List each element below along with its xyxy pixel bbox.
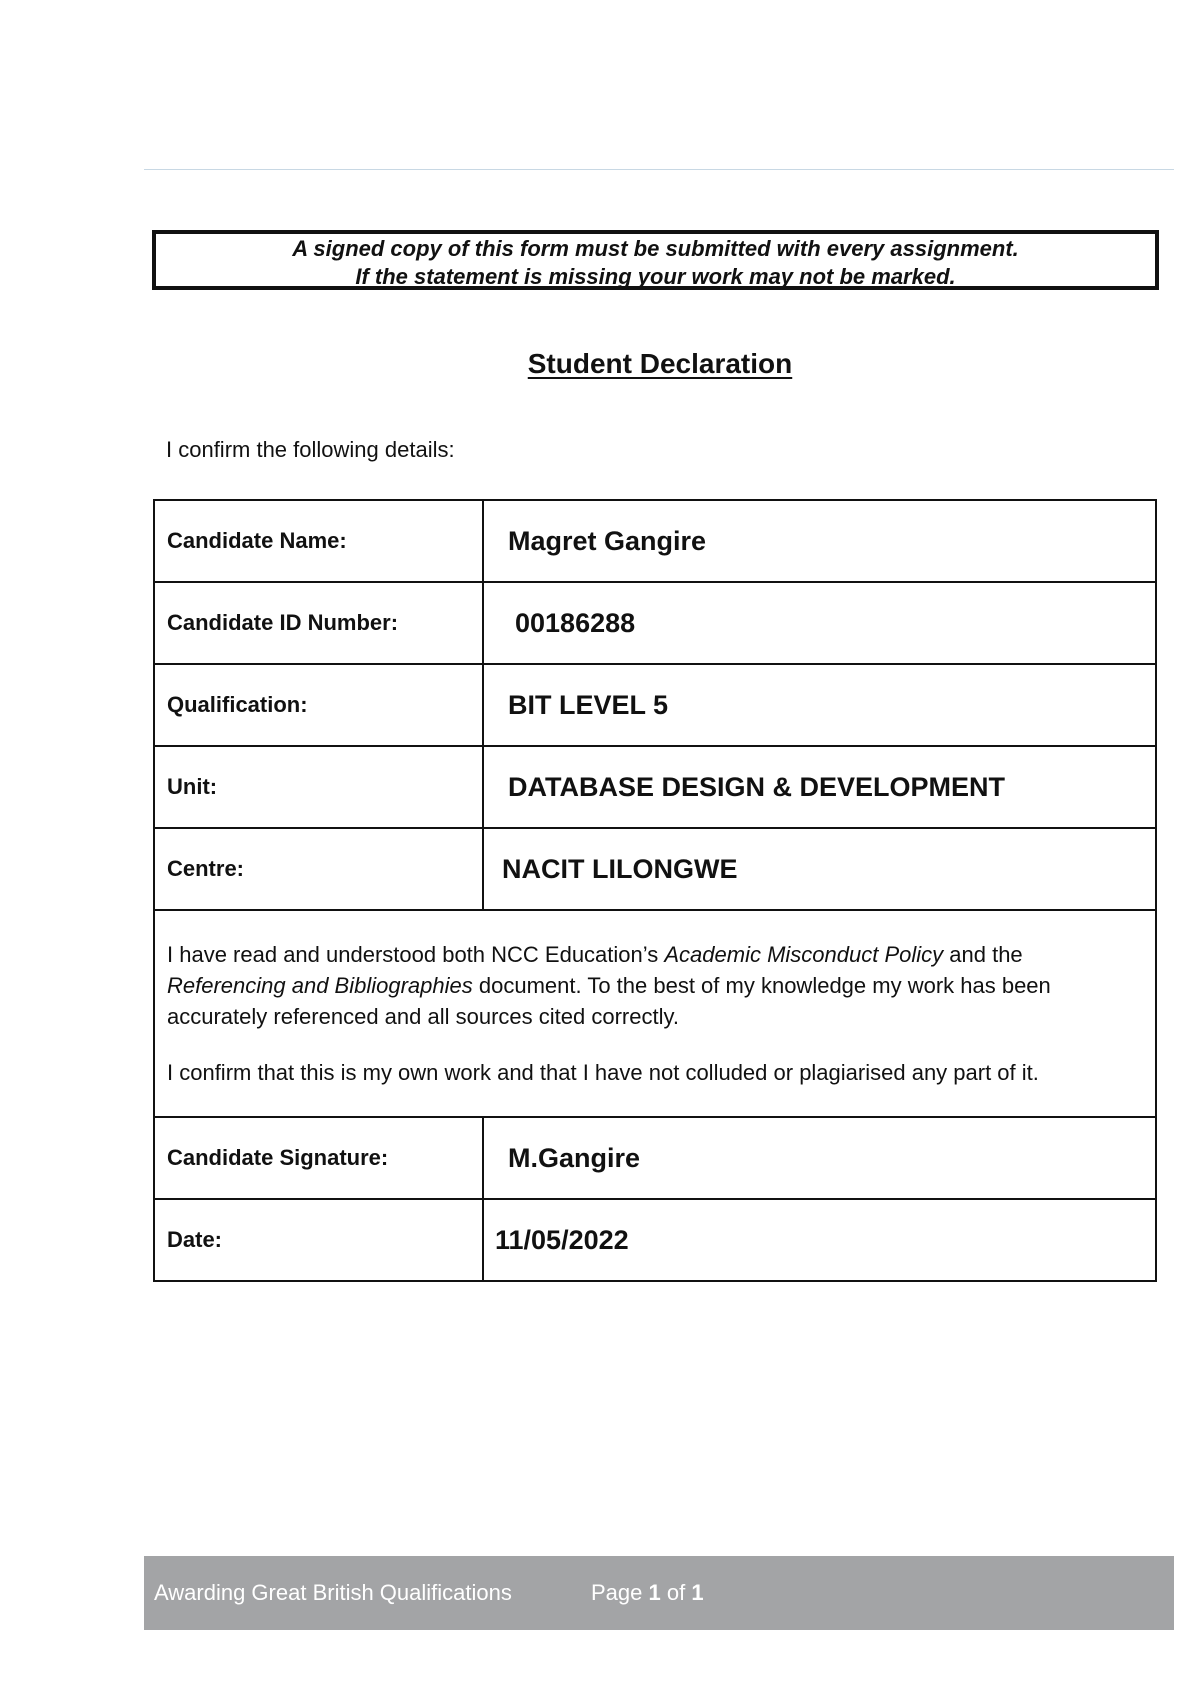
page-of-word: of <box>666 1580 686 1605</box>
statement-text-a: I have read and understood both NCC Education’s <box>167 942 665 967</box>
declaration-statement <box>154 910 1156 1117</box>
row-date <box>154 1199 1156 1281</box>
unit-value: DATABASE DESIGN & DEVELOPMENT <box>483 746 1156 828</box>
candidate-name-label: Candidate Name: <box>154 500 483 582</box>
referencing-doc-title: Referencing and Bibliographies <box>167 973 473 998</box>
row-unit <box>154 746 1156 828</box>
row-centre <box>154 828 1156 910</box>
declaration-table <box>153 499 1157 1282</box>
intro-text: I confirm the following details: <box>166 437 455 462</box>
footer-tagline: Awarding Great British Qualifications <box>154 1580 512 1605</box>
qualification-label: Qualification: <box>154 664 483 746</box>
statement-paragraph-2: I confirm that this is my own work and that I have not colluded or plagiarised any part of it. <box>167 1060 1039 1085</box>
statement-paragraph-1 <box>167 939 1145 1032</box>
signature-label: Candidate Signature: <box>154 1117 483 1199</box>
row-statement <box>154 910 1156 1117</box>
notice-line-1: A signed copy of this form must be submitted with every assignment. <box>292 236 1019 261</box>
signature-value: M.Gangire <box>483 1117 1156 1199</box>
page-footer <box>144 1556 1174 1630</box>
candidate-id-label: Candidate ID Number: <box>154 582 483 664</box>
page-total: 1 <box>691 1580 704 1605</box>
header-divider <box>144 169 1174 170</box>
policy-title: Academic Misconduct Policy <box>664 942 944 967</box>
page-number <box>591 1580 704 1606</box>
candidate-id-value: 00186288 <box>483 582 1156 664</box>
row-candidate-name <box>154 500 1156 582</box>
page-title: Student Declaration <box>527 348 793 379</box>
page-current: 1 <box>648 1580 661 1605</box>
candidate-name-value: Magret Gangire <box>483 500 1156 582</box>
unit-label: Unit: <box>154 746 483 828</box>
date-label: Date: <box>154 1199 483 1281</box>
statement-text-c: document. To the best of my knowledge my work has been accurately referenced and all sources cited correctly. <box>167 973 1051 1029</box>
page-word: Page <box>591 1580 643 1605</box>
centre-value: NACIT LILONGWE <box>483 828 1156 910</box>
row-signature <box>154 1117 1156 1199</box>
centre-label: Centre: <box>154 828 483 910</box>
qualification-value: BIT LEVEL 5 <box>483 664 1156 746</box>
row-qualification <box>154 664 1156 746</box>
statement-text-b: and the <box>943 942 1023 967</box>
row-candidate-id <box>154 582 1156 664</box>
date-value: 11/05/2022 <box>483 1199 1156 1281</box>
submission-notice-box <box>152 230 1159 290</box>
notice-line-2: If the statement is missing your work may not be marked. <box>355 264 956 289</box>
